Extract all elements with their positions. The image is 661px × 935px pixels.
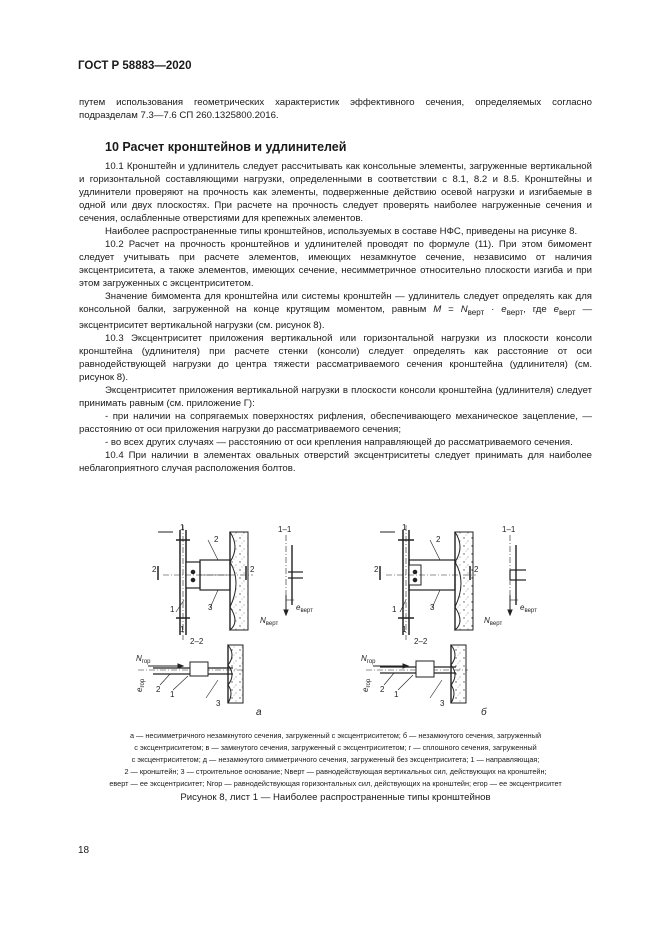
n-vert-label-a: [260, 616, 278, 627]
n-vert-label-b: [484, 616, 502, 627]
n-hor-symbol-b: N: [361, 654, 367, 663]
cut-2-left-b: 2: [374, 565, 379, 574]
legend-line-3: с эксцентриситетом; д — незамкнутого симметричного сечения, загруженный без эксцентриситета; 1 — направляющая;: [131, 755, 540, 764]
paragraph-figure-ref: Наиболее распространенные типы кронштейнов, используемых в составе НФС, приведены на рисунке 8.: [105, 226, 578, 237]
figure-legend: [80, 730, 591, 790]
legend-line-1: а — несимметричного незамкнутого сечения, загруженный с эксцентриситетом; б — незамкнутого сечения, загруженный: [129, 731, 542, 740]
callout-2-a: 2: [214, 535, 219, 544]
cut-1-bottom-a: 1: [180, 625, 185, 634]
formula-dot: ·: [491, 304, 495, 315]
e-hor-label-a: [135, 678, 146, 692]
section-body: [79, 160, 592, 475]
formula-eq: =: [448, 304, 454, 315]
list-item-ribbed: - при наличии на сопрягаемых поверхностях рифления, обеспечивающего механическое зацепление, — расстоянию от оси приложения нагрузки до рассматриваемого сечения;: [79, 410, 592, 435]
variant-b-main-view: [380, 525, 476, 640]
section-1-1-label-b: 1–1: [502, 525, 516, 534]
e-vert-symbol-a: e: [296, 603, 301, 612]
legend-line-2: с эксцентриситетом; в — замкнутого сечения, загруженный с эксцентриситетом; г — сплошного сечения, загруженный: [134, 743, 537, 752]
n-hor-sub-b: гор: [366, 659, 376, 665]
variant-a-main-view: [158, 525, 253, 640]
callout-1-b: 1: [392, 605, 397, 614]
e-hor-symbol-a: e: [135, 687, 144, 692]
n-vert-sub-b: верт: [489, 621, 503, 627]
e-hor-sub-a: гор: [140, 678, 146, 688]
callout-2-b: 2: [436, 535, 441, 544]
section-1-1-label-a: 1–1: [278, 525, 292, 534]
n-hor-label-a: [136, 654, 151, 665]
figure-8-brackets: [118, 520, 558, 720]
paragraph-10-1: 10.1 Кронштейн и удлинитель следует рассчитывать как консольные элементы, загруженные вертикальной и горизонтальной составляющими нагрузки, определенными в соответствии с 8.1, 8.2 и 8.5. Кронштейны и удлинители проверяют на прочность как элементы, подверженные действию осевой нагрузки и изгибаемые в одной или двух плоскостях. При расчете на прочность следует проверять наиболее нагруженные сечения и сечения, ослабленные отверстиями для крепежных элементов.: [79, 161, 592, 224]
cut-2-right-a: 2: [250, 565, 255, 574]
formula-m: M: [433, 304, 442, 315]
e-vert-sub-a: верт: [300, 608, 313, 614]
paragraph-10-3: 10.3 Эксцентриситет приложения вертикальной или горизонтальной нагрузки из плоскости консоли кронштейна (удлинителя) при расчете стенки (консоли) следует определять как расстояние от оси равнодействующей нагрузки до центра тяжести рассматриваемого сечения кронштейна (удлинителя) (см. рисунок 8).: [79, 332, 592, 383]
n-vert-symbol-b: N: [484, 616, 490, 625]
formula-e-sub: верт: [506, 307, 524, 317]
cut-1-bottom-b: 1: [402, 625, 407, 634]
callout-1-plan-a: 1: [170, 690, 175, 699]
e-vert-label-a: [296, 603, 313, 614]
paragraph-10-2: 10.2 Расчет на прочность кронштейнов и удлинителей проводят по формуле (11). При этом бимомент следует учитывать при расчете элементов, имеющих незамкнутое сечение, независимо от наличия эксцентриситета, а также элементов, имеющих сечение, несимметричное относительно плоскости изгиба и при этом загруженных с эксцентриситетом.: [79, 239, 592, 289]
e-vert-label-b: [520, 603, 537, 614]
bimoment-definition: — эксцентриситет вертикальной нагрузки (см. рисунок 8).: [79, 304, 593, 331]
e-hor-symbol-b: e: [361, 687, 370, 692]
variant-b-section-2-2: [366, 645, 468, 703]
callout-1-plan-b: 1: [394, 690, 399, 699]
callout-3-plan-a: 3: [216, 699, 221, 708]
bimoment-text: Значение бимомента для кронштейна или системы кронштейн — удлинитель следует определять как для консольной балки, загруженной на конце крутящим моментом, равным: [79, 291, 592, 315]
variant-b-label: б: [481, 707, 487, 718]
n-hor-sub-a: гор: [141, 659, 151, 665]
callout-2-plan-b: 2: [380, 685, 385, 694]
cut-2-left-a: 2: [152, 565, 157, 574]
callout-3-a: 3: [208, 603, 213, 612]
base-b-plan-concrete: [451, 645, 466, 703]
callout-1-a: 1: [170, 605, 175, 614]
paragraph-10-4: 10.4 При наличии в элементах овальных отверстий эксцентриситеты следует принимать для наиболее неблагоприятного случая расположения болтов.: [79, 449, 592, 474]
formula-e: e: [501, 304, 507, 315]
callout-3-plan-b: 3: [440, 699, 445, 708]
e-vert-sub-b: верт: [524, 608, 537, 614]
paragraph-eccentricity: Эксцентриситет приложения вертикальной нагрузки в плоскости консоли кронштейна (удлинителя) следует принимать равным (см. приложение Г):: [79, 384, 592, 409]
e-vert-symbol-b: e: [520, 603, 525, 612]
e-hor-label-b: [361, 678, 372, 692]
paragraph-bimoment: [79, 290, 592, 332]
bracket-drawings: [118, 520, 558, 720]
e-hor-sub-b: гор: [366, 678, 372, 688]
n-hor-symbol-a: N: [136, 654, 142, 663]
formula-e-def: e: [553, 304, 559, 315]
cut-2-right-b: 2: [474, 565, 479, 574]
n-hor-label-b: [361, 654, 376, 665]
bimoment-where: , где: [523, 304, 547, 315]
n-vert-sub-a: верт: [265, 621, 279, 627]
variant-a-label: а: [256, 707, 262, 718]
callout-2-plan-a: 2: [156, 685, 161, 694]
section-2-2-label-b: 2–2: [414, 637, 428, 646]
intro-paragraph: [79, 96, 592, 122]
figure-caption: Рисунок 8, лист 1 — Наиболее распространенные типы кронштейнов: [180, 792, 491, 803]
n-vert-symbol-a: N: [260, 616, 266, 625]
base-a-concrete: [230, 532, 248, 630]
section-title: 10 Расчет кронштейнов и удлинителей: [105, 140, 347, 154]
variant-a-section-2-2: [138, 645, 243, 703]
list-item-other: - во всех других случаях — расстоянию от оси крепления направляющей до рассматриваемого сечения.: [105, 436, 573, 448]
legend-line-5: eверт — ее эксцентриситет; Nгор — равнодействующая горизонтальных сил, действующих на кронштейн; eгор — ее эксцентриситет: [109, 779, 562, 788]
legend-line-4: 2 — кронштейн; 3 — строительное основание; Nверт — равнодействующая вертикальных сил, действующих на кронштейн;: [124, 767, 547, 776]
section-2-2-label-a: 2–2: [190, 637, 204, 646]
cut-1-top-a: 1: [180, 523, 185, 532]
intro-text: путем использования геометрических характеристик эффективного сечения, определяемых согласно подразделам 7.3—7.6 СП 260.1325800.2016.: [79, 97, 592, 121]
cut-1-top-b: 1: [402, 523, 407, 532]
formula-n: N: [460, 304, 468, 315]
callout-3-b: 3: [430, 603, 435, 612]
base-b-concrete: [455, 532, 473, 630]
formula-n-sub: верт: [467, 307, 485, 317]
page-number: 18: [78, 845, 90, 856]
document-header: ГОСТ Р 58883—2020: [78, 60, 192, 72]
formula-e-def-sub: верт: [558, 307, 576, 317]
